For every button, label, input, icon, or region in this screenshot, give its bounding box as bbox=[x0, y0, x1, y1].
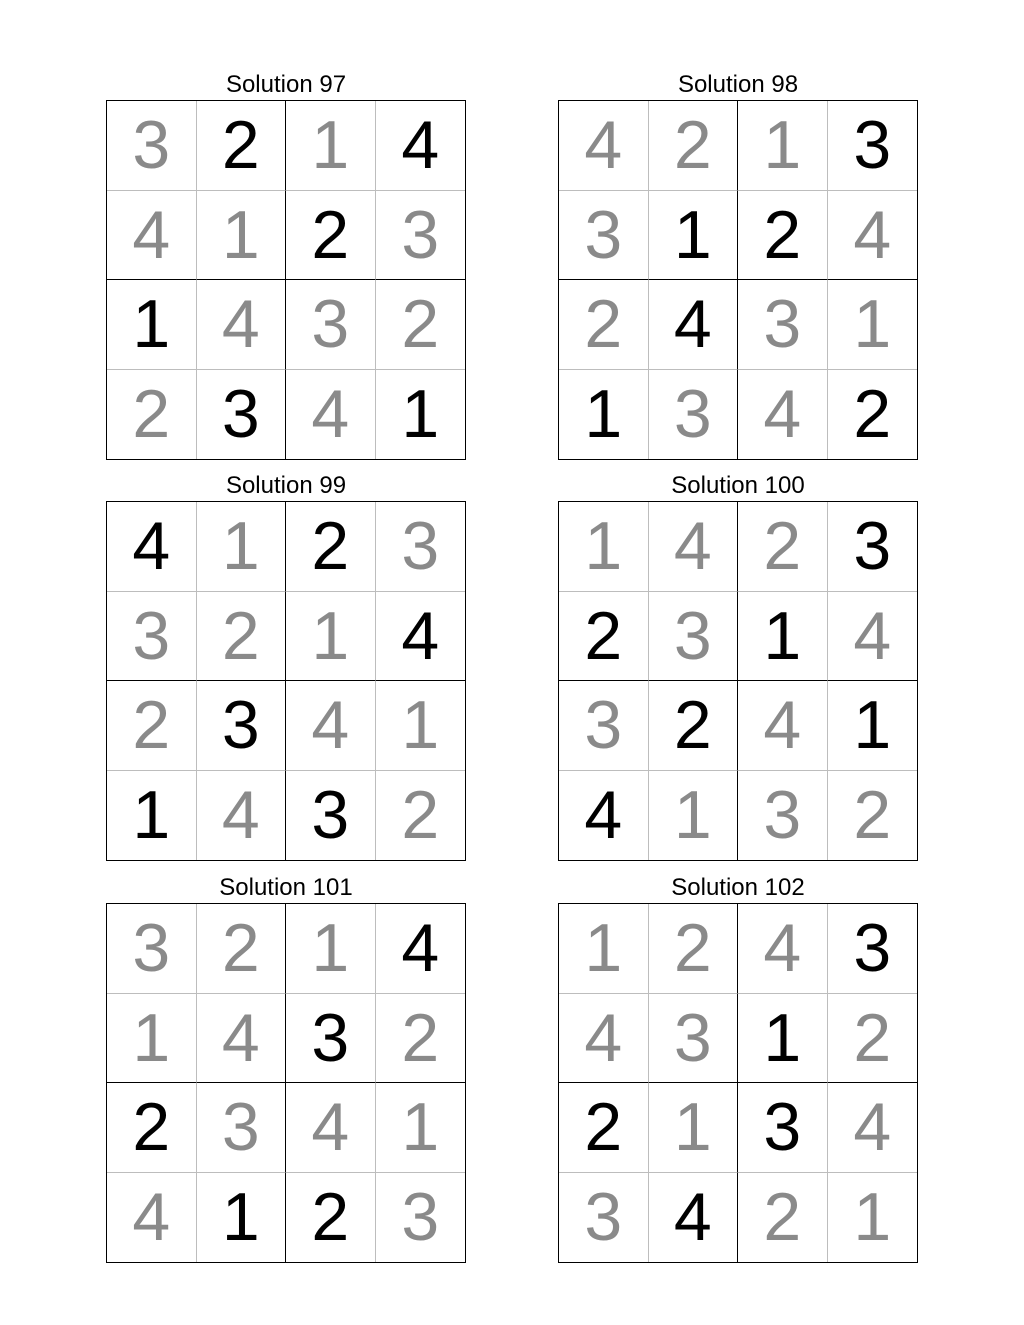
given-cell: 3 bbox=[738, 1083, 828, 1173]
solution-cell: 4 bbox=[197, 994, 287, 1084]
given-cell: 2 bbox=[286, 502, 376, 592]
solution-cell: 3 bbox=[401, 1179, 440, 1256]
solution-cell: 4 bbox=[559, 101, 649, 191]
given-cell: 2 bbox=[853, 376, 892, 453]
solution-cell: 3 bbox=[738, 280, 828, 370]
sudoku-grid bbox=[106, 100, 466, 460]
solution-cell: 1 bbox=[738, 101, 828, 191]
given-cell: 2 bbox=[649, 681, 739, 771]
solution-cell: 4 bbox=[197, 280, 287, 370]
solution-cell: 4 bbox=[286, 1083, 376, 1173]
given-cell: 2 bbox=[286, 1173, 376, 1263]
solution-cell: 3 bbox=[107, 904, 197, 994]
given-cell: 1 bbox=[738, 592, 828, 682]
given-cell: 1 bbox=[738, 994, 828, 1084]
puzzle-title: Solution 97 bbox=[225, 71, 347, 98]
solution-cell: 1 bbox=[376, 1083, 466, 1173]
solution-cell: 2 bbox=[376, 994, 466, 1084]
solution-cell: 3 bbox=[738, 771, 828, 861]
solution-cell: 4 bbox=[197, 771, 287, 861]
solution-cell: 3 bbox=[286, 280, 376, 370]
solution-cell: 4 bbox=[738, 904, 828, 994]
puzzle-title: Solution 102 bbox=[671, 874, 805, 901]
solution-cell: 1 bbox=[559, 502, 649, 592]
sudoku-grid bbox=[106, 903, 466, 1263]
puzzle-solution-99 bbox=[106, 471, 466, 861]
solution-cell: 3 bbox=[107, 592, 197, 682]
given-cell: 1 bbox=[649, 191, 739, 281]
sudoku-grid bbox=[558, 100, 918, 460]
given-cell: 4 bbox=[376, 101, 466, 191]
solution-cell: 1 bbox=[107, 994, 197, 1084]
given-cell: 4 bbox=[376, 592, 466, 682]
solution-cell: 4 bbox=[107, 1173, 197, 1263]
solution-cell: 2 bbox=[738, 502, 828, 592]
puzzle-title: Solution 100 bbox=[671, 472, 805, 499]
solution-cell: 3 bbox=[559, 191, 649, 281]
given-cell: 3 bbox=[286, 771, 376, 861]
puzzle-solution-102 bbox=[558, 873, 918, 1263]
solution-cell: 2 bbox=[197, 592, 287, 682]
given-cell: 1 bbox=[559, 370, 649, 460]
solution-cell: 1 bbox=[376, 681, 466, 771]
solution-cell: 4 bbox=[559, 994, 649, 1084]
solution-cell: 4 bbox=[738, 681, 828, 771]
solution-cell: 1 bbox=[286, 101, 376, 191]
solution-cell: 3 bbox=[559, 681, 649, 771]
puzzle-solution-101 bbox=[106, 873, 466, 1263]
given-cell: 3 bbox=[828, 502, 918, 592]
given-cell: 2 bbox=[559, 1083, 649, 1173]
solution-cell: 4 bbox=[649, 502, 739, 592]
given-cell: 3 bbox=[197, 681, 287, 771]
solution-cell: 3 bbox=[649, 370, 739, 460]
solution-cell: 4 bbox=[828, 191, 918, 281]
solution-cell: 2 bbox=[107, 370, 197, 460]
solution-cell: 1 bbox=[828, 280, 918, 370]
given-cell: 3 bbox=[286, 994, 376, 1084]
sudoku-grid bbox=[106, 501, 466, 861]
solution-cell: 3 bbox=[649, 592, 739, 682]
solution-cell: 4 bbox=[828, 1083, 918, 1173]
puzzle-solution-100 bbox=[558, 471, 918, 861]
sudoku-grid bbox=[558, 903, 918, 1263]
solution-cell: 3 bbox=[197, 1083, 287, 1173]
solution-cell: 2 bbox=[559, 280, 649, 370]
solution-cell: 2 bbox=[649, 101, 739, 191]
given-cell: 1 bbox=[107, 771, 197, 861]
puzzle-solution-97 bbox=[106, 70, 466, 460]
puzzle-title: Solution 99 bbox=[225, 472, 347, 499]
solution-cell: 3 bbox=[559, 1173, 649, 1263]
given-cell: 2 bbox=[738, 191, 828, 281]
solution-cell: 2 bbox=[853, 777, 892, 854]
solution-cell: 1 bbox=[649, 1083, 739, 1173]
puzzle-solution-98 bbox=[558, 70, 918, 460]
solution-cell: 2 bbox=[197, 904, 287, 994]
puzzle-title: Solution 98 bbox=[677, 71, 799, 98]
given-cell: 2 bbox=[286, 191, 376, 281]
solution-cell: 2 bbox=[376, 280, 466, 370]
given-cell: 1 bbox=[107, 280, 197, 370]
given-cell: 3 bbox=[828, 904, 918, 994]
puzzle-title: Solution 101 bbox=[219, 874, 353, 901]
given-cell: 1 bbox=[828, 681, 918, 771]
given-cell: 3 bbox=[197, 370, 287, 460]
sudoku-grid bbox=[558, 501, 918, 861]
solution-cell: 3 bbox=[376, 191, 466, 281]
solution-cell: 2 bbox=[828, 994, 918, 1084]
given-cell: 4 bbox=[376, 904, 466, 994]
given-cell: 4 bbox=[649, 1173, 739, 1263]
solution-cell: 2 bbox=[401, 777, 440, 854]
given-cell: 3 bbox=[828, 101, 918, 191]
given-cell: 2 bbox=[559, 592, 649, 682]
solution-cell: 1 bbox=[286, 592, 376, 682]
given-cell: 1 bbox=[401, 376, 440, 453]
solution-cell: 2 bbox=[649, 904, 739, 994]
given-cell: 4 bbox=[107, 502, 197, 592]
solution-cell: 1 bbox=[197, 191, 287, 281]
solution-cell: 4 bbox=[286, 370, 376, 460]
solution-cell: 3 bbox=[107, 101, 197, 191]
solution-cell: 2 bbox=[107, 681, 197, 771]
solution-cell: 4 bbox=[828, 592, 918, 682]
given-cell: 2 bbox=[197, 101, 287, 191]
solution-cell: 4 bbox=[286, 681, 376, 771]
solution-cell: 1 bbox=[649, 771, 739, 861]
solution-cell: 1 bbox=[853, 1179, 892, 1256]
solution-cell: 1 bbox=[286, 904, 376, 994]
solution-cell: 2 bbox=[738, 1173, 828, 1263]
solution-cell: 4 bbox=[107, 191, 197, 281]
given-cell: 4 bbox=[649, 280, 739, 370]
given-cell: 4 bbox=[559, 771, 649, 861]
solution-cell: 3 bbox=[376, 502, 466, 592]
given-cell: 1 bbox=[197, 1173, 287, 1263]
solution-cell: 3 bbox=[649, 994, 739, 1084]
given-cell: 2 bbox=[107, 1083, 197, 1173]
solution-cell: 1 bbox=[559, 904, 649, 994]
solution-cell: 1 bbox=[197, 502, 287, 592]
solution-cell: 4 bbox=[738, 370, 828, 460]
